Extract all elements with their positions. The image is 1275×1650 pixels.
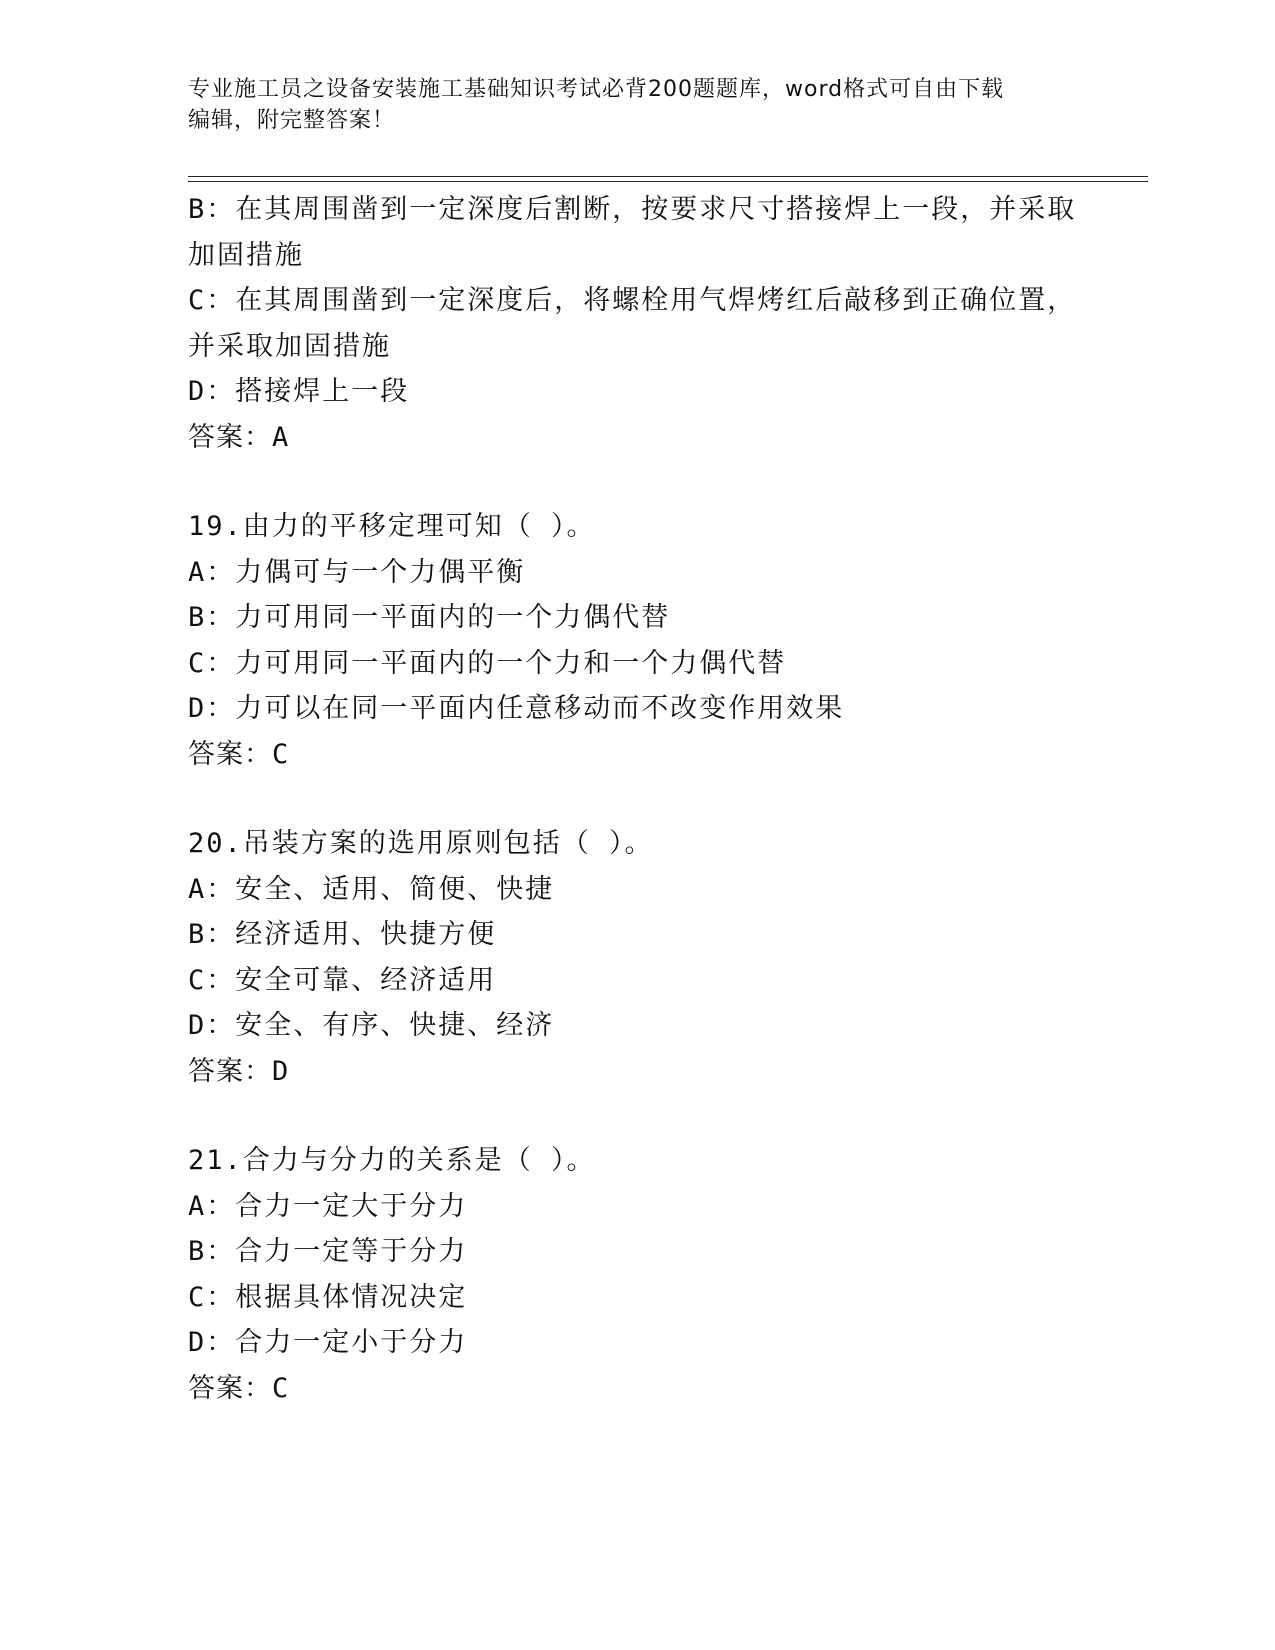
answer: [188, 1366, 1148, 1412]
header-line-1: 专业施工员之设备安装施工基础知识考试必背200题题库，word格式可自由下载: [188, 77, 1005, 102]
option-d: D：安全、有序、快捷、经济: [188, 1010, 555, 1041]
answer: [188, 732, 1148, 778]
header-divider-top: [188, 176, 1148, 177]
option-a: A：合力一定大于分力: [188, 1190, 468, 1222]
option-d: D：搭接焊上一段: [188, 376, 410, 407]
answer-value: C: [272, 1372, 290, 1404]
answer-label: 答案：: [188, 738, 272, 770]
option-a: A：力偶可与一个力偶平衡: [188, 556, 526, 588]
header-divider-bottom: [188, 181, 1148, 182]
question-stem: 19.由力的平移定理可知（ ）。: [188, 511, 596, 542]
header-line-2: 编辑，附完整答案！: [188, 108, 396, 133]
option-a: A：安全、适用、简便、快捷: [188, 873, 555, 905]
option-b: B：力可用同一平面内的一个力偶代替: [188, 602, 671, 633]
option-c: C：安全可靠、经济适用: [188, 964, 497, 996]
option-c: C：在其周围凿到一定深度后，将螺栓用气焊烤红后敲移到正确位置，: [188, 285, 1077, 316]
option-c: C：根据具体情况决定: [188, 1281, 468, 1313]
question-stem: 20.吊装方案的选用原则包括（ ）。: [188, 828, 654, 859]
option-b: B：在其周围凿到一定深度后割断，按要求尺寸搭接焊上一段，并采取: [188, 194, 1077, 225]
question-block-19: [188, 504, 1148, 777]
option-c-continued: 并采取加固措施: [188, 330, 391, 362]
option-d: D：力可以在同一平面内任意移动而不改变作用效果: [188, 693, 845, 724]
option-b: B：经济适用、快捷方便: [188, 919, 497, 950]
question-block-partial: [188, 187, 1148, 460]
answer-label: 答案：: [188, 1055, 272, 1087]
answer: [188, 1049, 1148, 1095]
option-d: D：合力一定小于分力: [188, 1327, 468, 1358]
document-body: [188, 187, 1148, 1411]
option-b: B：合力一定等于分力: [188, 1236, 468, 1267]
question-block-20: [188, 821, 1148, 1094]
document-header: [188, 74, 1088, 136]
answer-value: D: [272, 1055, 290, 1087]
question-stem: 21.合力与分力的关系是（ ）。: [188, 1145, 596, 1176]
answer-value: C: [272, 738, 290, 770]
option-b-continued: 加固措施: [188, 239, 304, 271]
answer-label: 答案：: [188, 421, 272, 453]
option-c: C：力可用同一平面内的一个力和一个力偶代替: [188, 647, 787, 679]
answer: [188, 415, 1148, 461]
answer-label: 答案：: [188, 1372, 272, 1404]
question-block-21: [188, 1138, 1148, 1411]
answer-value: A: [272, 421, 290, 453]
